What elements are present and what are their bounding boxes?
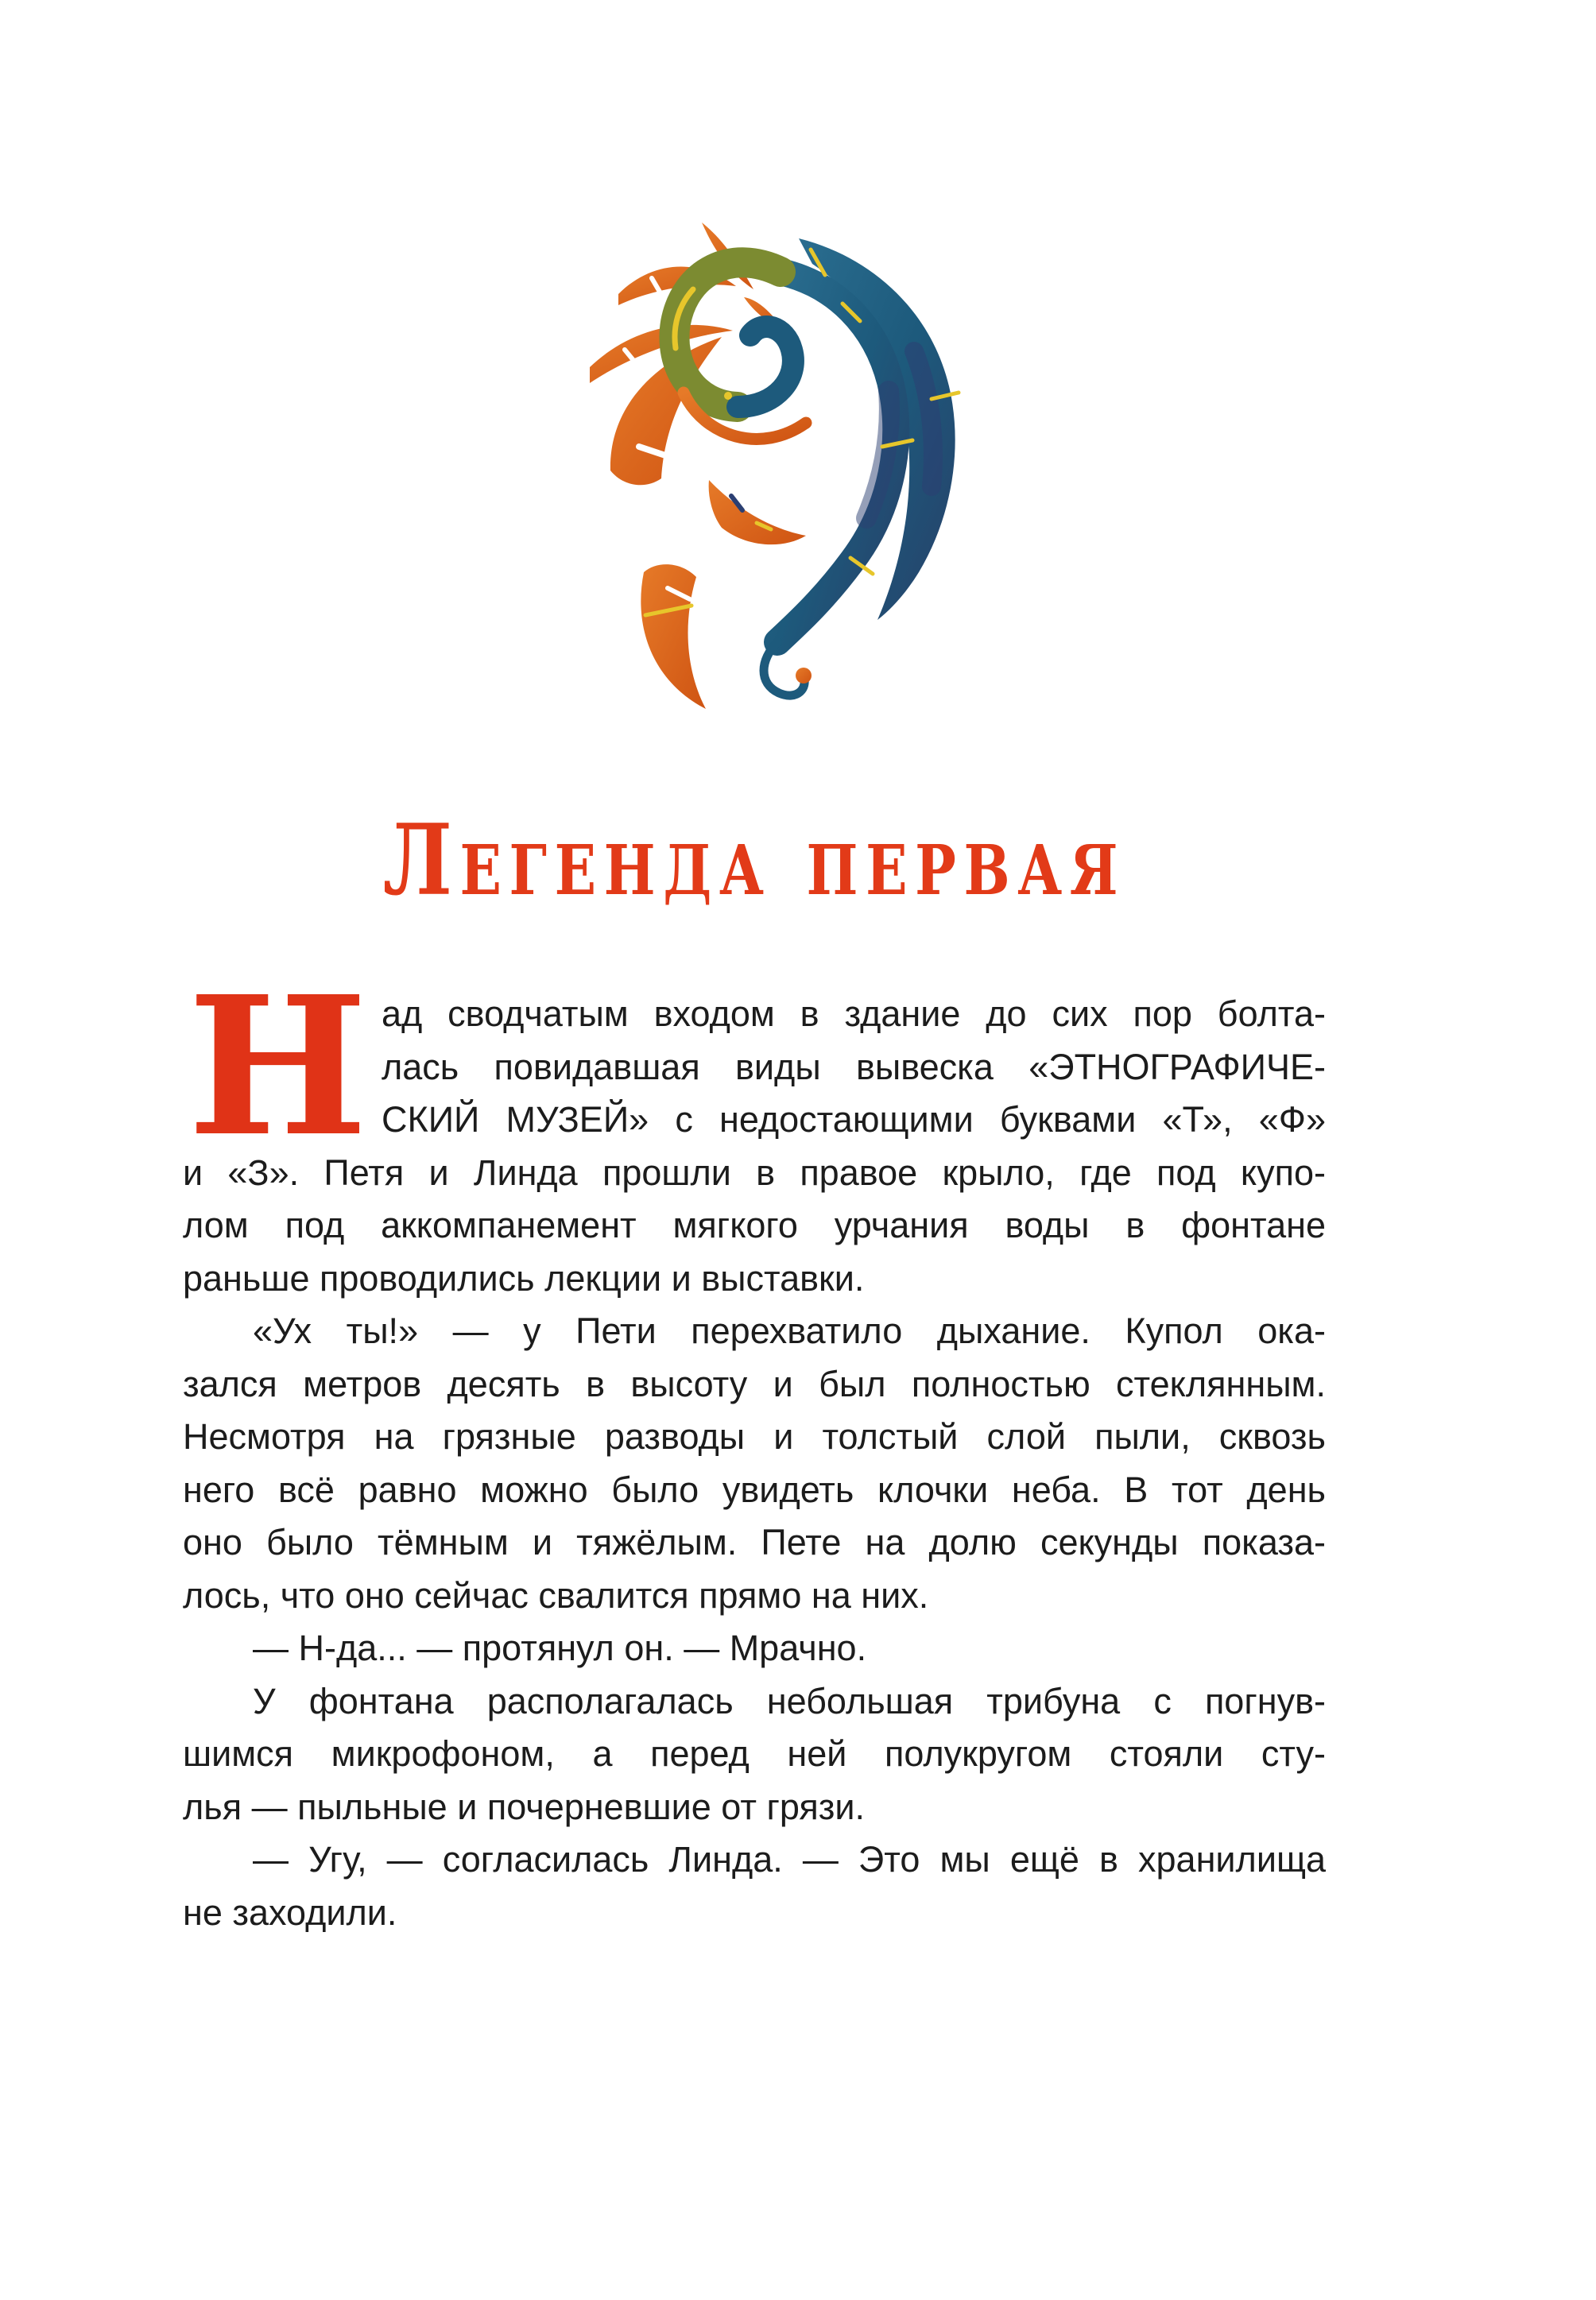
text-line: лом под аккомпанемент мягкого урчания воды в фонтане (183, 1205, 1326, 1245)
ornament-curl-orange-tip (796, 668, 812, 683)
chapter-ornament-swirl-icon (572, 208, 970, 717)
text-line: У фонтана располагалась небольшая трибуна с погнув- (253, 1680, 1326, 1721)
text-line: не заходили. (183, 1891, 397, 1933)
paragraph-4 (183, 1675, 1326, 1834)
ornament-bottom-crescent (641, 564, 706, 709)
paragraph-2 (183, 1305, 1326, 1622)
text-line: «Ух ты!» — у Пети перехватило дыхание. Купол ока- (253, 1311, 1326, 1351)
drop-cap-letter: Н (188, 954, 368, 1179)
paragraph-5 (183, 1833, 1326, 1939)
text-line: него всё равно можно было увидеть клочки неба. В тот день (183, 1469, 1326, 1510)
chapter-title: Легенда первая (382, 803, 1126, 918)
text-line: лья — пыльные и почерневшие от грязи. (183, 1786, 866, 1827)
text-line: лось, что оно сейчас свалится прямо на них. (183, 1574, 929, 1616)
text-line: зался метров десять в высоту и был полностью стеклянным. (183, 1363, 1326, 1404)
text-line: лась повидавшая виды вывеска «ЭТНОГРАФИЧЕ- (382, 1046, 1326, 1087)
text-line: Несмотря на грязные разводы и толстый слой пыли, сквозь (183, 1416, 1326, 1457)
paragraph-3 (183, 1622, 1326, 1675)
body-text (183, 954, 1326, 1939)
text-line: шимся микрофоном, а перед ней полукругом стояли сту- (183, 1733, 1326, 1774)
text-line: СКИЙ МУЗЕЙ» с недостающими буквами «Т», «Ф» (382, 1099, 1326, 1140)
text-line: — Угу, — согласилась Линда. — Это мы ещё в хранилища (253, 1839, 1326, 1880)
text-line: раньше проводились лекции и выставки. (183, 1257, 865, 1299)
text-line: и «З». Петя и Линда прошли в правое крыло, где под купо- (183, 1152, 1326, 1193)
ornament-yellow-dot (724, 392, 732, 400)
text-line: — Н-да... — протянул он. — Мрачно. (253, 1628, 867, 1668)
text-line: оно было тёмным и тяжёлым. Пете на долю секунды показа- (183, 1522, 1326, 1562)
ornament-orange-sliver (709, 480, 806, 544)
drop-cap (183, 954, 382, 1179)
text-line: ад сводчатым входом в здание до сих пор болта- (382, 993, 1326, 1034)
paragraph-1 (183, 954, 1326, 1305)
